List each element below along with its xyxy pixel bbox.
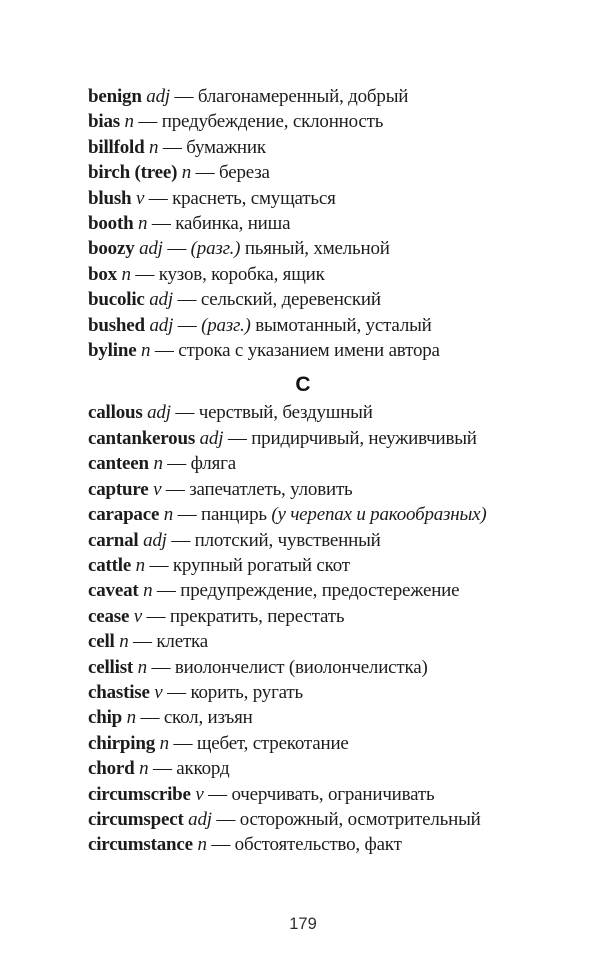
entry-part-of-speech: adj — [143, 529, 167, 551]
entry-headword: carapace — [88, 504, 160, 526]
entry-headword: circumscribe — [88, 783, 191, 805]
dictionary-entry — [88, 832, 518, 857]
dictionary-entry — [88, 731, 518, 756]
entry-dash: — — [152, 580, 181, 602]
dictionary-entry — [88, 528, 518, 553]
entry-part-of-speech: n — [137, 656, 147, 678]
dictionary-entry — [88, 604, 518, 629]
entry-headword: byline — [88, 340, 137, 362]
page-number: 179 — [289, 915, 317, 933]
entry-headword: cattle — [88, 554, 132, 576]
entry-dash: — — [170, 402, 199, 424]
entry-part-of-speech: n — [119, 631, 129, 653]
entry-dash: — — [223, 427, 252, 449]
entry-translation: прекратить, перестать — [169, 605, 345, 627]
entry-dash: — — [191, 162, 220, 184]
entry-headword: chirping — [88, 732, 156, 754]
entry-part-of-speech: n — [139, 758, 149, 780]
entry-headword: canteen — [88, 453, 149, 475]
entry-part-of-speech: n — [181, 162, 192, 184]
dictionary-entry — [88, 109, 518, 134]
entry-dash: — — [128, 631, 157, 653]
entry-translation: обстоятельство, факт — [234, 834, 402, 856]
dictionary-entry — [88, 262, 518, 287]
entry-part-of-speech: n — [124, 111, 134, 133]
dictionary-entry — [88, 502, 518, 527]
entry-translation: щебет, стрекотание — [196, 732, 349, 754]
entry-dash: — — [162, 681, 191, 703]
entry-part-of-speech: n — [121, 263, 131, 285]
page-footer — [0, 915, 606, 934]
dictionary-entry — [88, 313, 518, 338]
entry-part-of-speech: v — [195, 783, 204, 805]
entry-headword: cease — [88, 605, 130, 627]
entry-part-of-speech: v — [135, 187, 145, 209]
dictionary-entry — [88, 553, 518, 578]
entry-dash: — — [203, 783, 232, 805]
dictionary-entry — [88, 84, 518, 109]
dictionary-entry — [88, 160, 518, 185]
entry-dash: — — [142, 605, 170, 627]
entry-dash: — — [144, 187, 173, 209]
entry-dash: — — [206, 834, 235, 856]
entry-headword: benign — [88, 86, 142, 107]
entry-translation: (разг.) вымотанный, усталый — [201, 314, 432, 336]
dictionary-entry — [88, 451, 518, 476]
entry-part-of-speech: n — [163, 504, 174, 526]
dictionary-entry — [88, 629, 518, 654]
entry-dash: — — [172, 289, 201, 311]
dictionary-entry — [88, 578, 518, 603]
entry-headword: boozy — [88, 238, 135, 260]
entry-part-of-speech: n — [143, 580, 153, 602]
entry-translation: запечатлеть, уловить — [189, 478, 353, 500]
dictionary-entry — [88, 135, 518, 160]
entry-part-of-speech: n — [126, 707, 136, 729]
entry-translation: корить, ругать — [190, 681, 303, 703]
entry-part-of-speech: n — [153, 453, 163, 475]
entry-part-of-speech: v — [154, 681, 163, 703]
entry-headword: bias — [88, 111, 120, 133]
entry-dash: — — [169, 86, 198, 107]
entry-part-of-speech: adj — [188, 808, 212, 830]
dictionary-entry — [88, 236, 518, 261]
entry-part-of-speech: n — [135, 554, 145, 576]
entry-translation: предубеждение, склонность — [161, 111, 384, 133]
dictionary-entry — [88, 655, 518, 680]
entry-dash: — — [173, 314, 202, 336]
entry-headword: carnal — [88, 529, 139, 551]
entry-headword: chip — [88, 707, 123, 729]
entry-dash: — — [168, 732, 197, 754]
dictionary-entry — [88, 211, 518, 236]
entry-part-of-speech: n — [141, 340, 151, 362]
dictionary-entry — [88, 782, 518, 807]
entry-headword: callous — [88, 402, 143, 424]
entry-translation: клетка — [156, 631, 209, 653]
entry-part-of-speech: adj — [146, 86, 170, 107]
entry-translation: осторожный, осмотрительный — [239, 808, 481, 830]
entry-headword: bucolic — [88, 289, 145, 311]
entry-translation: сельский, деревенский — [200, 289, 381, 311]
entry-dash: — — [162, 238, 191, 260]
entry-dash: — — [148, 758, 177, 780]
entry-part-of-speech: n — [138, 213, 148, 235]
entry-translation: бумажник — [186, 136, 266, 158]
entry-dash: — — [161, 478, 190, 500]
entry-translation: скол, изъян — [163, 707, 253, 729]
entry-headword: circumspect — [88, 808, 184, 830]
entry-translation: краснеть, смущаться — [172, 187, 336, 209]
entry-translation: панцирь (у черепах и ракообразных) — [200, 504, 487, 526]
entry-part-of-speech: adj — [199, 427, 224, 449]
entry-headword: cantankerous — [88, 427, 196, 449]
entry-translation: благонамеренный, добрый — [197, 86, 409, 107]
entry-headword: chastise — [88, 681, 150, 703]
entry-dash: — — [173, 504, 201, 526]
entry-dash: — — [150, 340, 179, 362]
entry-translation: черствый, бездушный — [198, 402, 373, 424]
entry-translation: придирчивый, неуживчивый — [251, 427, 477, 449]
dictionary-entry — [88, 426, 518, 451]
entry-headword: chord — [88, 758, 135, 780]
dictionary-entry — [88, 705, 518, 730]
entry-translation: кабинка, ниша — [175, 213, 291, 235]
entry-dash: — — [147, 213, 176, 235]
entry-dash: — — [144, 554, 173, 576]
entry-dash: — — [166, 529, 195, 551]
entry-translation: виолончелист (виолончелистка) — [174, 656, 428, 678]
dictionary-entry — [88, 756, 518, 781]
entry-headword: bushed — [88, 314, 145, 336]
entry-translation: кузов, коробка, ящик — [158, 263, 325, 285]
entry-headword: circumstance — [88, 834, 193, 856]
entry-headword: capture — [88, 478, 149, 500]
entry-headword: billfold — [88, 136, 145, 158]
entry-dash: — — [135, 707, 164, 729]
entry-headword: caveat — [88, 580, 139, 602]
entry-headword: cellist — [88, 656, 134, 678]
entry-translation: очерчивать, ограничивать — [231, 783, 435, 805]
entry-translation: фляга — [190, 453, 236, 475]
entry-dash: — — [133, 111, 162, 133]
entry-translation: аккорд — [176, 758, 230, 780]
entry-part-of-speech: n — [197, 834, 207, 856]
entry-translation: (разг.) пьяный, хмельной — [190, 238, 390, 260]
entry-headword: box — [88, 263, 117, 285]
entry-translation: береза — [219, 162, 270, 184]
entry-translation: строка с указанием имени автора — [178, 340, 440, 362]
section-letter-header: C — [295, 373, 311, 397]
entry-part-of-speech: adj — [139, 238, 163, 260]
dictionary-entry — [88, 338, 518, 363]
entry-dash: — — [162, 453, 191, 475]
entry-part-of-speech: n — [149, 136, 159, 158]
dictionary-entry — [88, 186, 518, 211]
entry-dash: — — [130, 263, 159, 285]
entry-dash: — — [146, 656, 175, 678]
entry-headword: booth — [88, 213, 134, 235]
entry-headword: birch (tree) — [88, 162, 178, 184]
entry-headword: blush — [88, 187, 132, 209]
entry-translation: плотский, чувственный — [194, 529, 381, 551]
entry-headword: cell — [88, 631, 115, 653]
entry-part-of-speech: adj — [149, 314, 174, 336]
entry-part-of-speech: n — [159, 732, 169, 754]
entry-dash: — — [158, 136, 187, 158]
dictionary-entry — [88, 807, 518, 832]
entry-part-of-speech: adj — [149, 289, 173, 311]
entry-translation: предупреждение, предостережение — [180, 580, 460, 602]
dictionary-entry — [88, 477, 518, 502]
entry-dash: — — [211, 808, 240, 830]
dictionary-entry — [88, 287, 518, 312]
entry-part-of-speech: adj — [147, 402, 171, 424]
entries-column — [88, 84, 518, 858]
entry-translation: крупный рогатый скот — [172, 554, 350, 576]
entry-part-of-speech: v — [153, 478, 162, 500]
dictionary-entry — [88, 680, 518, 705]
entry-part-of-speech: v — [133, 605, 142, 627]
dictionary-entry — [88, 400, 518, 425]
